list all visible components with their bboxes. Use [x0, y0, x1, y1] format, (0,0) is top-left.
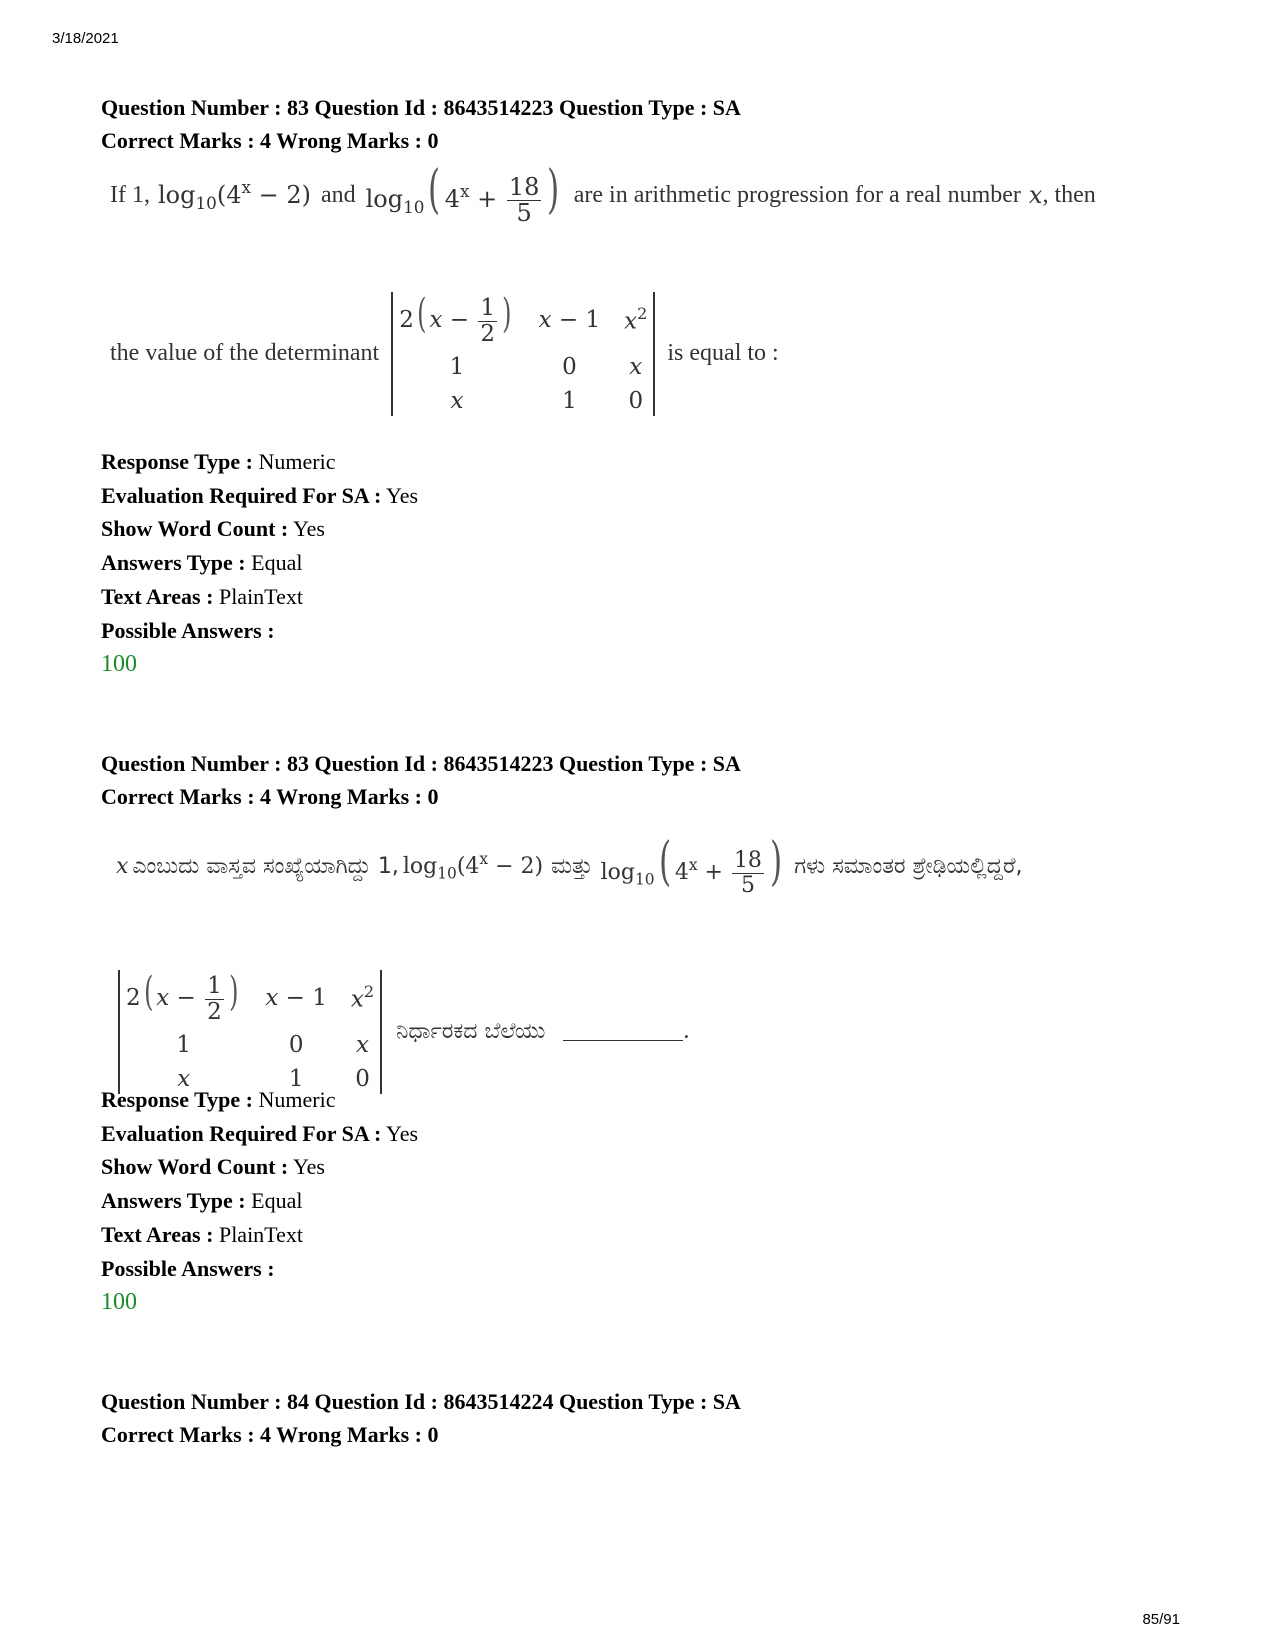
marks-line: Correct Marks : 4 Wrong Marks : 0: [101, 128, 439, 153]
log-expression-1: $\log_{10}(4^x - 2)$: [402, 849, 544, 883]
answers-type-value: Equal: [251, 550, 303, 576]
log-expression-2: $\log_{10}$( $4^x$ + $\frac{18}{5}$ ): [365, 160, 560, 227]
stem-text: , then: [1042, 181, 1096, 208]
possible-answer: 100: [101, 651, 137, 678]
stem-text-kn: ಎಂಬುದು ವಾಸ್ತವ ಸಂಖ್ಯೆಯಾಗಿದ್ದು 1,: [132, 853, 399, 879]
question-details: Response Type : Numeric Evaluation Required For SA : Yes Show Word Count : Yes Answers Type : Equal Text Areas : PlainText Possible Answers : 100: [101, 1083, 418, 1319]
text-areas-value: PlainText: [218, 583, 303, 609]
answers-type-value: Equal: [251, 1188, 303, 1214]
determinant-matrix: 2( x − $\frac{1}{2}$ ) x − 1 $x^2$ 1 0 x x 1 0: [118, 970, 382, 1094]
stem-text: is equal to :: [667, 340, 779, 367]
stem-text-kn-and: ಮತ್ತು: [551, 853, 593, 879]
question-header: [101, 747, 741, 813]
question-header: [101, 1385, 741, 1451]
question-header: [101, 91, 741, 157]
word-count-value: Yes: [292, 1154, 325, 1180]
question-details: Response Type : Numeric Evaluation Required For SA : Yes Show Word Count : Yes Answers Type : Equal Text Areas : PlainText Possible Answers : 100: [101, 445, 418, 681]
question-info-line: Question Number : 84 Question Id : 8643514224 Question Type : SA: [101, 1389, 741, 1414]
variable-x: x: [116, 853, 129, 879]
stem-text: are in arithmetic progression for a real number: [573, 181, 1021, 208]
question-info-line: Question Number : 83 Question Id : 8643514223 Question Type : SA: [101, 751, 741, 776]
question-stem-line1: [110, 160, 1096, 227]
variable-x: x: [1028, 181, 1043, 210]
question-stem-line2: [110, 292, 779, 416]
word-count-value: Yes: [292, 516, 325, 542]
marks-line: Correct Marks : 4 Wrong Marks : 0: [101, 784, 439, 809]
page-number: 85/91: [1142, 1611, 1180, 1628]
question-stem-kn-line1: [116, 832, 1023, 898]
print-date: 3/18/2021: [52, 30, 119, 47]
stem-text: If 1,: [110, 181, 150, 208]
question-stem-kn-line2: 2( x − $\frac{1}{2}$ ) x − 1 $x^2$ 1 0 x x 1 0 ನಿರ್ಧಾರಕದ ಬೆಲೆಯು .: [118, 970, 689, 1094]
response-type-value: Numeric: [258, 449, 336, 474]
log-expression-2: $\log_{10}$( $4^x$ + $\frac{18}{5}$ ): [600, 832, 783, 898]
log-expression-1: $\log_{10}(4^x - 2)$: [157, 177, 311, 214]
marks-line: Correct Marks : 4 Wrong Marks : 0: [101, 1422, 439, 1447]
stem-text-kn: ನಿರ್ಧಾರಕದ ಬೆಲೆಯು: [396, 1019, 546, 1045]
stem-text: the value of the determinant: [110, 340, 380, 367]
evaluation-value: Yes: [386, 1120, 419, 1146]
answer-blank: [563, 1022, 683, 1041]
determinant-matrix: 2( x − $\frac{1}{2}$ ) x − 1 $x^2$ 1 0 x x 1 0: [391, 292, 655, 416]
stem-text-kn: ಗಳು ಸಮಾಂತರ ಶ್ರೇಢಿಯಲ್ಲಿದ್ದರೆ,: [794, 853, 1023, 879]
text-areas-value: PlainText: [218, 1221, 303, 1247]
question-info-line: Question Number : 83 Question Id : 8643514223 Question Type : SA: [101, 95, 741, 120]
stem-text-and: and: [320, 181, 356, 208]
response-type-value: Numeric: [258, 1087, 336, 1112]
evaluation-value: Yes: [386, 482, 419, 508]
possible-answer: 100: [101, 1289, 137, 1316]
